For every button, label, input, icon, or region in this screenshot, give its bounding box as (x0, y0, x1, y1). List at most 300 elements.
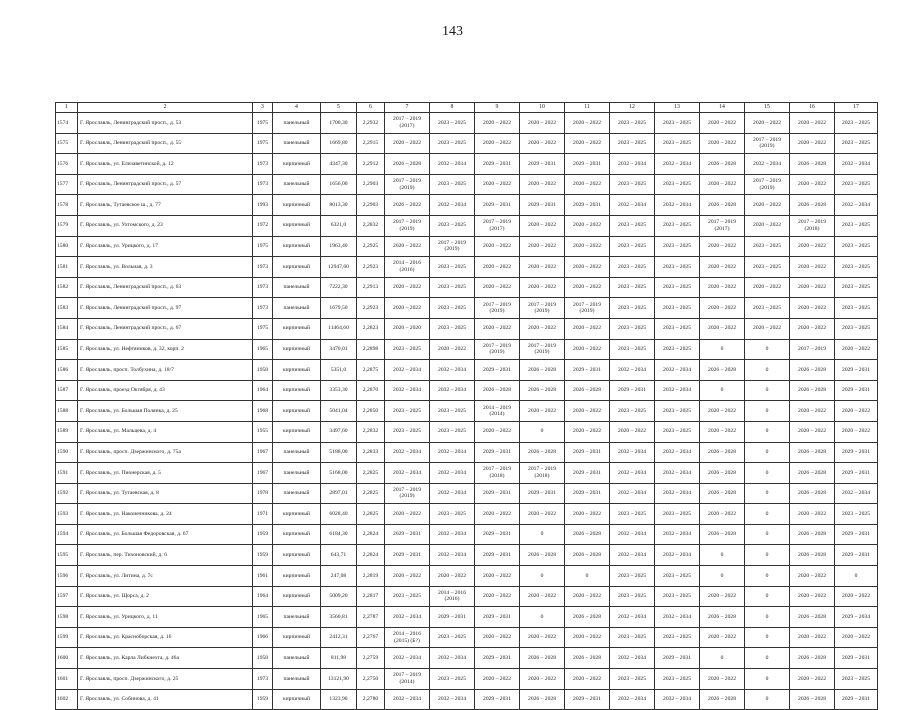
table-cell: 2020 – 2022 (700, 174, 745, 195)
table-cell: 2,2767 (357, 627, 385, 648)
address-cell: Г. Ярославль, ул. Наконечникова, д. 24 (78, 504, 253, 525)
table-cell: 1958 (253, 648, 273, 669)
row-number-cell: 1590 (56, 442, 78, 463)
table-cell: 2020 – 2022 (700, 257, 745, 278)
table-cell: 2020 – 2022 (565, 236, 610, 257)
table-cell: 2020 – 2020 (385, 318, 430, 339)
table-cell: 2020 – 2022 (475, 421, 520, 442)
table-cell: 0 (745, 648, 790, 669)
address-cell: Г. Ярославль, ул. Литина, д. 7с (78, 566, 253, 587)
table-cell: 2017 – 2019 (2019) (565, 298, 610, 319)
table-cell: 2020 – 2022 (835, 401, 878, 422)
table-cell: 2032 – 2034 (385, 607, 430, 628)
table-cell: 2023 – 2025 (745, 236, 790, 257)
table-cell: 11464,60 (321, 318, 357, 339)
table-cell: 2,2750 (357, 669, 385, 690)
table-cell: кирпичный (273, 339, 321, 360)
table-cell: панельный (273, 669, 321, 690)
table-row (56, 442, 878, 463)
table-cell: 2023 – 2025 (835, 113, 878, 134)
table-cell: 0 (520, 421, 565, 442)
table-cell: 3497,60 (321, 421, 357, 442)
address-cell: Г. Ярославль, Ленинградский просп., д. 55 (78, 133, 253, 154)
table-cell: 2020 – 2022 (790, 401, 835, 422)
row-number-cell: 1596 (56, 566, 78, 587)
address-cell: Г. Ярославль, ул. Мальцева, д. 4 (78, 421, 253, 442)
table-cell: 2017 – 2019 (2017) (700, 215, 745, 236)
table-cell: 2032 – 2034 (655, 442, 700, 463)
table-cell: 2020 – 2022 (475, 586, 520, 607)
table-cell: 2020 – 2022 (745, 195, 790, 216)
table-cell: 2032 – 2034 (430, 648, 475, 669)
table-cell: 0 (745, 401, 790, 422)
address-cell: Г. Ярославль, проезд Октября, д. 43 (78, 380, 253, 401)
address-cell: Г. Ярославль, Ленинградский просп., д. 97 (78, 298, 253, 319)
table-row (56, 504, 878, 525)
table-cell: 2020 – 2022 (700, 298, 745, 319)
table-cell: 2,2787 (357, 607, 385, 628)
table-cell: 2023 – 2025 (610, 504, 655, 525)
table-cell: 2017 – 2019 (2019) (385, 215, 430, 236)
table-cell: 2017 – 2019 (2019) (385, 483, 430, 504)
table-cell: 2026 – 2028 (790, 545, 835, 566)
table-cell: 2032 – 2034 (655, 380, 700, 401)
table-cell: 2029 – 2031 (520, 195, 565, 216)
row-number-cell: 1600 (56, 648, 78, 669)
table-cell: 0 (745, 339, 790, 360)
table-cell: 2029 – 2031 (835, 689, 878, 710)
table-cell: 2032 – 2034 (385, 648, 430, 669)
address-cell: Г. Ярославль, ул. Тутаевская, д. 8 (78, 483, 253, 504)
table-cell: 2032 – 2034 (385, 463, 430, 484)
table-cell: 2029 – 2031 (565, 689, 610, 710)
table-cell: 1656,00 (321, 174, 357, 195)
table-cell: 2020 – 2022 (385, 566, 430, 587)
table-cell: 2023 – 2025 (385, 339, 430, 360)
table-cell: 1955 (253, 421, 273, 442)
table-cell: 2026 – 2028 (700, 483, 745, 504)
table-row (56, 648, 878, 669)
table-cell: 2020 – 2022 (790, 257, 835, 278)
table-cell: 2029 – 2031 (835, 360, 878, 381)
table-cell: 2026 – 2028 (565, 607, 610, 628)
table-cell: 2023 – 2025 (610, 133, 655, 154)
table-cell: 2020 – 2022 (565, 257, 610, 278)
row-number-cell: 1583 (56, 298, 78, 319)
table-cell: 1679,50 (321, 298, 357, 319)
row-number-cell: 1578 (56, 195, 78, 216)
address-cell: Г. Ярославль, ул. Нефтяников, д. 32, корп. 2 (78, 339, 253, 360)
table-cell: 5009,20 (321, 586, 357, 607)
table-cell: 2020 – 2022 (610, 421, 655, 442)
table-cell: панельный (273, 277, 321, 298)
table-cell: 2032 – 2034 (430, 463, 475, 484)
table-cell: 1993 (253, 195, 273, 216)
table-cell: 2032 – 2034 (430, 154, 475, 175)
table-cell: 1972 (253, 215, 273, 236)
row-number-cell: 1582 (56, 277, 78, 298)
table-cell: 2026 – 2028 (790, 442, 835, 463)
table-cell: 2023 – 2025 (610, 627, 655, 648)
table-cell: 6184,30 (321, 524, 357, 545)
table-cell: 2020 – 2022 (565, 174, 610, 195)
table-cell: 2032 – 2034 (610, 524, 655, 545)
table-cell: 2014 – 2016 (2015) (Б?) (385, 627, 430, 648)
table-cell: 2032 – 2034 (610, 689, 655, 710)
table-cell: 1968 (253, 401, 273, 422)
table-cell: панельный (273, 648, 321, 669)
table-cell: 2023 – 2025 (655, 113, 700, 134)
table-cell: 2029 – 2031 (475, 648, 520, 669)
table-cell: 2023 – 2025 (655, 421, 700, 442)
table-cell: 2032 – 2034 (610, 463, 655, 484)
table-cell: кирпичный (273, 318, 321, 339)
column-header: 16 (790, 103, 835, 113)
table-cell: панельный (273, 298, 321, 319)
table-cell: 2020 – 2022 (520, 236, 565, 257)
row-number-cell: 1584 (56, 318, 78, 339)
row-number-cell: 1586 (56, 360, 78, 381)
table-cell: кирпичный (273, 504, 321, 525)
table-cell: 2023 – 2025 (655, 236, 700, 257)
table-cell: 2023 – 2025 (610, 236, 655, 257)
table-cell: 2020 – 2022 (565, 586, 610, 607)
table-cell: 2020 – 2022 (790, 669, 835, 690)
table-row (56, 236, 878, 257)
table-cell: панельный (273, 463, 321, 484)
table-cell: 2023 – 2025 (745, 257, 790, 278)
table-cell: 2023 – 2025 (835, 298, 878, 319)
table-cell: 2,2903 (357, 195, 385, 216)
table-cell: 2032 – 2034 (655, 545, 700, 566)
table-cell: 2017 – 2019 (2019) (520, 298, 565, 319)
table-cell: 2023 – 2025 (610, 669, 655, 690)
table-cell: 2020 – 2022 (790, 586, 835, 607)
table-cell: 2020 – 2022 (700, 421, 745, 442)
table-cell: 2032 – 2034 (610, 195, 655, 216)
table-cell: 2026 – 2028 (520, 442, 565, 463)
table-cell: 2020 – 2022 (790, 627, 835, 648)
table-cell: 0 (745, 627, 790, 648)
table-cell: 2026 – 2028 (700, 154, 745, 175)
table-row (56, 215, 878, 236)
table-cell: 2023 – 2025 (610, 586, 655, 607)
table-row (56, 463, 878, 484)
table-cell: 2032 – 2034 (430, 442, 475, 463)
table-cell: 2023 – 2025 (835, 133, 878, 154)
table-cell: 2,2850 (357, 401, 385, 422)
table-cell: 2026 – 2028 (700, 463, 745, 484)
table-cell: 2020 – 2022 (790, 421, 835, 442)
table-cell: 0 (745, 524, 790, 545)
table-cell: 2020 – 2022 (520, 257, 565, 278)
table-cell: 2023 – 2025 (430, 257, 475, 278)
table-cell: 2023 – 2025 (655, 586, 700, 607)
table-cell: 2017 – 2019 (2018) (790, 215, 835, 236)
table-cell: 2020 – 2022 (700, 627, 745, 648)
table-cell: 2029 – 2031 (835, 648, 878, 669)
table-cell: 2020 – 2022 (475, 566, 520, 587)
table-cell: 2032 – 2034 (835, 195, 878, 216)
column-header: 1 (56, 103, 78, 113)
table-cell: кирпичный (273, 566, 321, 587)
table-cell: 2032 – 2034 (835, 154, 878, 175)
table-cell: 2,2875 (357, 360, 385, 381)
table-cell: 2032 – 2034 (745, 154, 790, 175)
table-cell: 2020 – 2022 (475, 504, 520, 525)
table-cell: 2029 – 2031 (475, 442, 520, 463)
table-cell: 2023 – 2025 (655, 257, 700, 278)
column-header: 8 (430, 103, 475, 113)
column-header: 6 (357, 103, 385, 113)
table-cell: 2023 – 2025 (385, 586, 430, 607)
table-cell: 2023 – 2025 (655, 669, 700, 690)
table-cell: 2023 – 2025 (655, 627, 700, 648)
table-cell: 0 (745, 380, 790, 401)
table-cell: 0 (700, 566, 745, 587)
table-cell: 2032 – 2034 (430, 195, 475, 216)
table-cell: панельный (273, 607, 321, 628)
table-cell: 1978 (253, 483, 273, 504)
table-cell: кирпичный (273, 380, 321, 401)
table-cell: 2026 – 2022 (385, 195, 430, 216)
row-number-cell: 1581 (56, 257, 78, 278)
table-cell: 2020 – 2022 (520, 627, 565, 648)
table-cell: 2,2912 (357, 154, 385, 175)
table-cell: 2026 – 2028 (790, 463, 835, 484)
table-cell: 2023 – 2025 (835, 318, 878, 339)
table-cell: 2023 – 2025 (610, 339, 655, 360)
table-cell: 2,2903 (357, 174, 385, 195)
column-header: 2 (78, 103, 253, 113)
table-cell: 0 (745, 607, 790, 628)
column-header: 12 (610, 103, 655, 113)
table-cell: 2026 – 2028 (700, 195, 745, 216)
column-header: 3 (253, 103, 273, 113)
table-cell: 2029 – 2031 (565, 483, 610, 504)
table-cell: 2020 – 2022 (385, 277, 430, 298)
table-cell: 1973 (253, 154, 273, 175)
table-cell: 2020 – 2022 (835, 627, 878, 648)
address-cell: Г. Ярославль, Тутаевское ш., д. 77 (78, 195, 253, 216)
table-cell: 2023 – 2025 (385, 401, 430, 422)
table-cell: 2,2824 (357, 524, 385, 545)
column-header: 17 (835, 103, 878, 113)
table-cell: 6028,40 (321, 504, 357, 525)
table-cell: 2026 – 2028 (700, 442, 745, 463)
table-row (56, 586, 878, 607)
table-cell: 2023 – 2025 (835, 504, 878, 525)
table-cell: 5351,0 (321, 360, 357, 381)
table-cell: 2020 – 2022 (790, 236, 835, 257)
row-number-cell: 1594 (56, 524, 78, 545)
table-cell: 2029 – 2031 (475, 195, 520, 216)
table-cell: 2032 – 2034 (385, 380, 430, 401)
address-cell: Г. Ярославль, ул. Щорса, д. 2 (78, 586, 253, 607)
table-cell: 2032 – 2034 (610, 360, 655, 381)
table-cell: 2029 – 2031 (475, 360, 520, 381)
row-number-cell: 1595 (56, 545, 78, 566)
table-cell: 2026 – 2028 (565, 545, 610, 566)
table-cell: 0 (745, 669, 790, 690)
table-cell: кирпичный (273, 215, 321, 236)
table-cell: кирпичный (273, 627, 321, 648)
table-cell: 2029 – 2031 (520, 154, 565, 175)
address-cell: Г. Ярославль, ул. Пионерская, д. 5 (78, 463, 253, 484)
table-cell: 1963,40 (321, 236, 357, 257)
table-cell: 2029 – 2031 (475, 689, 520, 710)
table-cell: 2017 – 2019 (2019) (745, 174, 790, 195)
address-cell: Г. Ярославль, ул. Собинова, д. 41 (78, 689, 253, 710)
table-cell: 2020 – 2022 (790, 566, 835, 587)
table-cell: 2032 – 2034 (430, 360, 475, 381)
table-cell: 2026 – 2028 (790, 195, 835, 216)
table-cell: 1966 (253, 627, 273, 648)
table-cell: 2,2759 (357, 648, 385, 669)
table-cell: 2026 – 2028 (475, 380, 520, 401)
table-cell: 7222,30 (321, 277, 357, 298)
table-row (56, 277, 878, 298)
table-cell: 0 (745, 586, 790, 607)
table-cell: 2026 – 2028 (520, 689, 565, 710)
table-cell: 2020 – 2022 (475, 277, 520, 298)
table-cell: 2029 – 2031 (565, 195, 610, 216)
table-cell: 2,2825 (357, 463, 385, 484)
table-cell: 2023 – 2025 (655, 277, 700, 298)
table-cell: 2,2780 (357, 689, 385, 710)
table-cell: 643,71 (321, 545, 357, 566)
table-cell: 2023 – 2025 (655, 504, 700, 525)
row-number-cell: 1580 (56, 236, 78, 257)
table-cell: 2,2932 (357, 113, 385, 134)
table-cell: 2026 – 2028 (790, 360, 835, 381)
row-number-cell: 1575 (56, 133, 78, 154)
table-cell: 2020 – 2022 (430, 566, 475, 587)
table-cell: 1973 (253, 257, 273, 278)
column-header: 13 (655, 103, 700, 113)
table-cell: 811,98 (321, 648, 357, 669)
table-cell: 1964 (253, 586, 273, 607)
table-cell: 2020 – 2022 (700, 133, 745, 154)
table-cell: 1975 (253, 318, 273, 339)
table-cell: 2020 – 2022 (565, 669, 610, 690)
table-cell: 2029 – 2031 (430, 607, 475, 628)
table-cell: 0 (745, 689, 790, 710)
table-cell: 2032 – 2034 (430, 483, 475, 504)
row-number-cell: 1597 (56, 586, 78, 607)
table-cell: 0 (745, 566, 790, 587)
address-cell: Г. Ярославль, Ленинградский просп., д. 67 (78, 318, 253, 339)
table-cell: 2023 – 2025 (430, 277, 475, 298)
table-cell: 2017 – 2019 (2019) (745, 133, 790, 154)
table-cell: 2032 – 2034 (610, 154, 655, 175)
column-header: 9 (475, 103, 520, 113)
table-cell: 2017 – 2019 (2019) (475, 339, 520, 360)
table-cell: 2029 – 2031 (835, 545, 878, 566)
table-cell: 2020 – 2022 (700, 669, 745, 690)
table-row (56, 318, 878, 339)
table-cell: 2032 – 2034 (610, 483, 655, 504)
table-cell: панельный (273, 174, 321, 195)
table-cell: 2020 – 2022 (790, 113, 835, 134)
table-cell: 2029 – 2031 (475, 524, 520, 545)
table-cell: 2,2833 (357, 442, 385, 463)
page-number: 143 (442, 24, 463, 39)
table-cell: 2029 – 2031 (475, 545, 520, 566)
table-cell: 2032 – 2034 (430, 380, 475, 401)
table-cell: 2020 – 2022 (565, 113, 610, 134)
table-cell: кирпичный (273, 586, 321, 607)
table-cell: кирпичный (273, 545, 321, 566)
table-cell: 2029 – 2031 (565, 360, 610, 381)
table-cell: 2020 – 2022 (565, 627, 610, 648)
table-cell: кирпичный (273, 524, 321, 545)
table-cell: 2020 – 2022 (520, 401, 565, 422)
table-cell: 1973 (253, 298, 273, 319)
table-cell: 2023 – 2025 (430, 669, 475, 690)
table-cell: 2023 – 2025 (655, 566, 700, 587)
table-cell: 8013,30 (321, 195, 357, 216)
table-cell: 2020 – 2022 (790, 133, 835, 154)
table-cell: 2023 – 2025 (610, 113, 655, 134)
row-number-cell: 1574 (56, 113, 78, 134)
table-row (56, 669, 878, 690)
table-cell: 2026 – 2028 (790, 689, 835, 710)
table-cell: 1961 (253, 566, 273, 587)
table-cell: 2020 – 2022 (475, 627, 520, 648)
table-cell: 2017 – 2019 (2019) (430, 236, 475, 257)
table-cell: 3353,30 (321, 380, 357, 401)
table-row (56, 195, 878, 216)
table-cell: 2029 – 2031 (835, 380, 878, 401)
table-cell: 2017 – 2019 (2019) (520, 339, 565, 360)
table-cell: 1971 (253, 504, 273, 525)
table-cell: 2020 – 2022 (835, 339, 878, 360)
table-cell: 2,2823 (357, 318, 385, 339)
table-row (56, 113, 878, 134)
table-cell: 2017 – 2019 (2014) (385, 669, 430, 690)
address-cell: Г. Ярославль, ул. Красноборская, д. 16 (78, 627, 253, 648)
table-cell: 2020 – 2022 (700, 504, 745, 525)
row-number-cell: 1601 (56, 669, 78, 690)
column-header: 15 (745, 103, 790, 113)
table-cell: 2020 – 2022 (745, 277, 790, 298)
table-cell: 2032 – 2034 (610, 442, 655, 463)
table-cell: 1973 (253, 277, 273, 298)
table-cell: 2032 – 2034 (430, 524, 475, 545)
table-cell: 2020 – 2022 (520, 215, 565, 236)
table-cell: 1975 (253, 133, 273, 154)
table-cell: 0 (745, 483, 790, 504)
table-cell: 2020 – 2022 (520, 586, 565, 607)
table-cell: 2026 – 2028 (520, 545, 565, 566)
table-cell: 2023 – 2025 (835, 174, 878, 195)
table-cell: 2020 – 2022 (520, 669, 565, 690)
address-cell: Г. Ярославль, просп. Толбухина, д. 18/7 (78, 360, 253, 381)
table-cell: 0 (700, 545, 745, 566)
table-cell: 2023 – 2025 (835, 257, 878, 278)
table-cell: 2029 – 2031 (475, 483, 520, 504)
table-cell: 1964 (253, 380, 273, 401)
table-cell: 2029 – 2034 (835, 607, 878, 628)
table-cell: 0 (520, 524, 565, 545)
table-cell: 2020 – 2022 (385, 504, 430, 525)
row-number-cell: 1579 (56, 215, 78, 236)
table-cell: 2032 – 2034 (655, 607, 700, 628)
table-cell: 2026 – 2028 (520, 648, 565, 669)
row-number-cell: 1598 (56, 607, 78, 628)
table-row (56, 421, 878, 442)
